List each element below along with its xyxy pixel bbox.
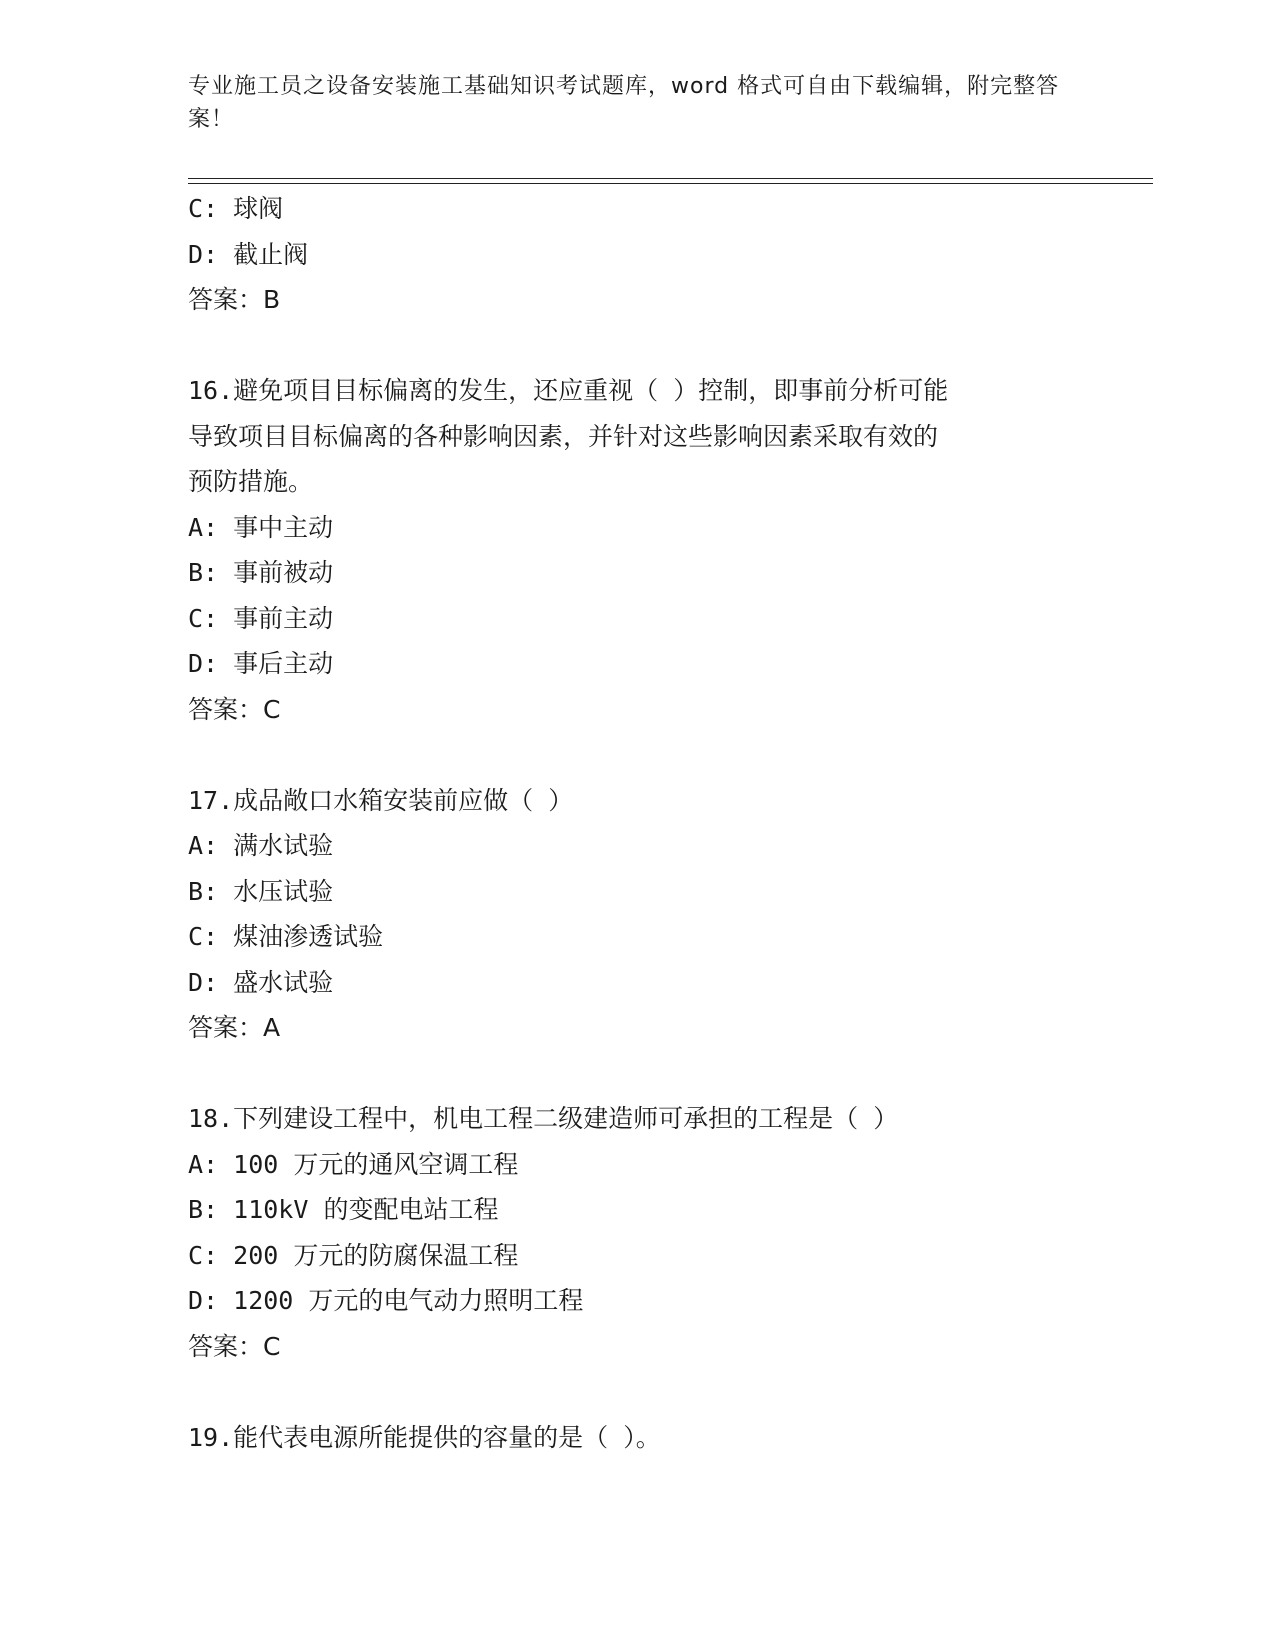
question-16 bbox=[188, 368, 1068, 732]
option-d: D: 盛水试验 bbox=[188, 967, 334, 997]
header-rule-bottom bbox=[188, 183, 1153, 184]
option-a: A: 事中主动 bbox=[188, 512, 334, 542]
option-a: A: 100 万元的通风空调工程 bbox=[188, 1149, 519, 1179]
question-text-line: 19.能代表电源所能提供的容量的是（ ）。 bbox=[188, 1422, 661, 1452]
spacer bbox=[188, 323, 1068, 369]
question-text-line: 17.成品敞口水箱安装前应做（ ） bbox=[188, 785, 574, 815]
question-text-line: 导致项目目标偏离的各种影响因素，并针对这些影响因素采取有效的 bbox=[188, 421, 939, 451]
option-b: B: 110kV 的变配电站工程 bbox=[188, 1195, 499, 1224]
fragment-block bbox=[188, 186, 1068, 323]
question-text-line: 18.下列建设工程中，机电工程二级建造师可承担的工程是（ ） bbox=[188, 1104, 899, 1133]
option-c: C: 煤油渗透试验 bbox=[188, 922, 384, 951]
question-19 bbox=[188, 1415, 1068, 1461]
spacer bbox=[188, 1369, 1068, 1415]
option-c: C: 事前主动 bbox=[188, 603, 334, 633]
question-18 bbox=[188, 1096, 1068, 1369]
option-d: D: 截止阀 bbox=[188, 239, 309, 269]
option-c: C: 200 万元的防腐保温工程 bbox=[188, 1240, 519, 1270]
option-d: D: 事后主动 bbox=[188, 649, 334, 678]
answer: 答案：A bbox=[188, 1013, 281, 1042]
option-d: D: 1200 万元的电气动力照明工程 bbox=[188, 1286, 584, 1315]
question-content bbox=[188, 186, 1068, 1460]
question-text-line: 预防措施。 bbox=[188, 467, 314, 496]
question-17 bbox=[188, 778, 1068, 1051]
answer: 答案：B bbox=[188, 285, 281, 314]
option-b: B: 事前被动 bbox=[188, 558, 334, 587]
option-a: A: 满水试验 bbox=[188, 831, 334, 860]
answer: 答案：C bbox=[188, 694, 281, 724]
question-text-line: 16.避免项目目标偏离的发生，还应重视（ ）控制，即事前分析可能 bbox=[188, 376, 949, 405]
option-c: C: 球阀 bbox=[188, 194, 284, 223]
header-rule-top bbox=[188, 178, 1153, 179]
spacer bbox=[188, 1051, 1068, 1097]
document-header: 专业施工员之设备安装施工基础知识考试题库，word 格式可自由下载编辑，附完整答案！ bbox=[188, 74, 1060, 132]
option-b: B: 水压试验 bbox=[188, 876, 334, 906]
spacer bbox=[188, 732, 1068, 778]
answer: 答案：C bbox=[188, 1331, 281, 1361]
